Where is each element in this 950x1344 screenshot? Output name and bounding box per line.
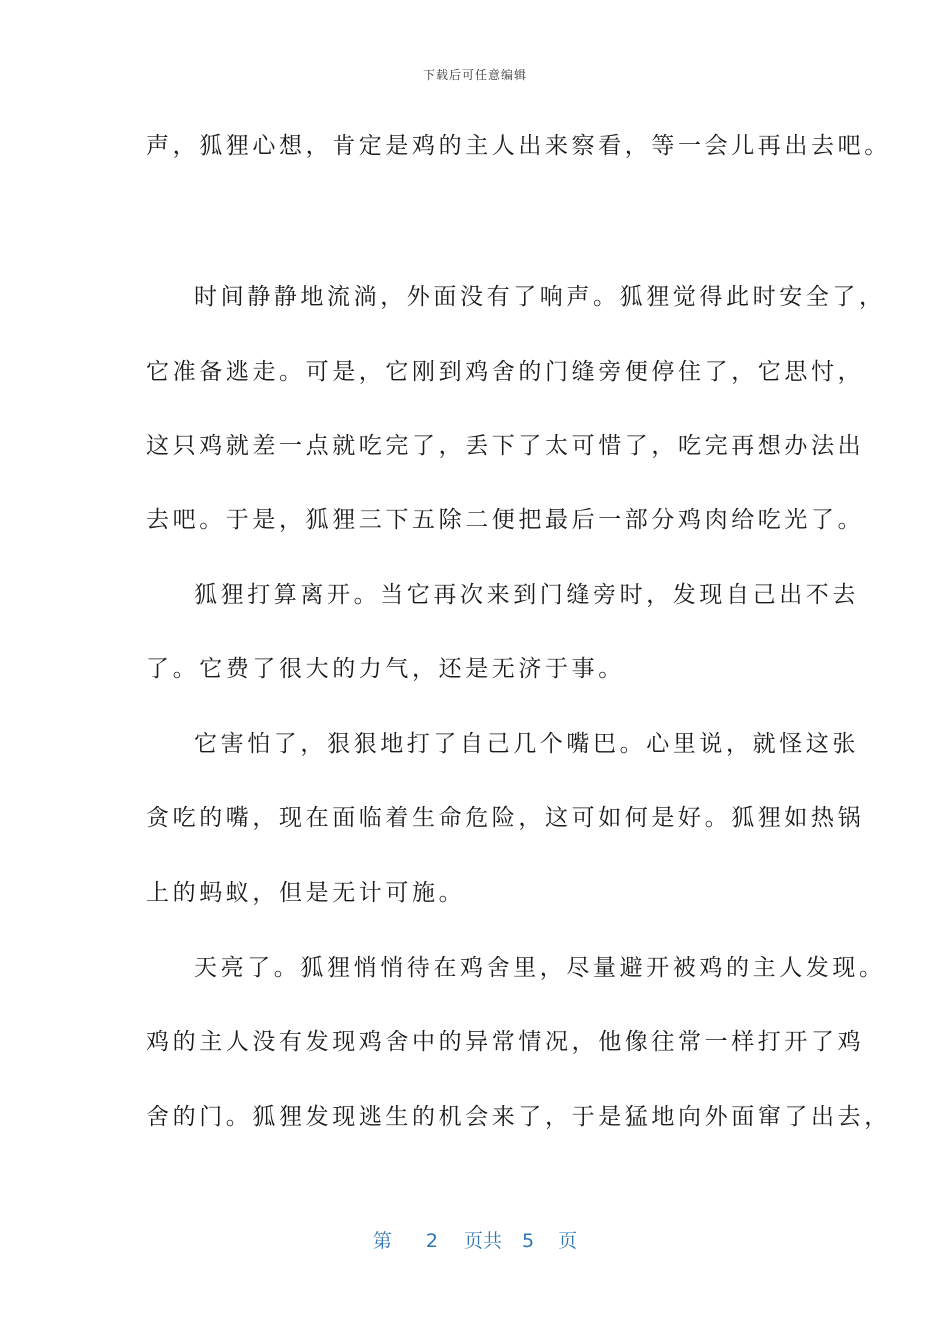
page-header-note: 下载后可任意编辑: [422, 68, 527, 82]
body-line: 了。它费了很大的力气，还是无济于事。: [146, 656, 625, 682]
body-line: 天亮了。狐狸悄悄待在鸡舍里，尽量避开被鸡的主人发现。: [194, 955, 886, 981]
body-line: 时间静静地流淌，外面没有了响声。狐狸觉得此时安全了，: [194, 284, 886, 310]
body-line: 贪吃的嘴，现在面临着生命危险，这可如何是好。狐狸如热锅: [146, 805, 865, 831]
footer-prefix: 第: [372, 1230, 392, 1252]
body-line: 狐狸打算离开。当它再次来到门缝旁时，发现自己出不去: [194, 582, 859, 608]
body-line: 去吧。于是，狐狸三下五除二便把最后一部分鸡肉给吃光了。: [146, 507, 865, 533]
body-line: 声，狐狸心想，肯定是鸡的主人出来察看，等一会儿再出去吧。: [146, 133, 891, 159]
body-line: 上的蚂蚁，但是无计可施。: [146, 880, 466, 906]
footer-middle: 页共: [463, 1230, 502, 1252]
body-line: 它准备逃走。可是，它刚到鸡舍的门缝旁便停住了，它思忖，: [146, 359, 865, 385]
body-line: 鸡的主人没有发现鸡舍中的异常情况，他像往常一样打开了鸡: [146, 1029, 865, 1055]
body-line: 舍的门。狐狸发现逃生的机会来了，于是猛地向外面窜了出去，: [146, 1104, 891, 1130]
page-footer: [0, 1226, 950, 1253]
body-line: 这只鸡就差一点就吃完了，丢下了太可惜了，吃完再想办法出: [146, 433, 865, 459]
footer-suffix: 页: [558, 1230, 578, 1252]
footer-total-pages: 5: [522, 1230, 535, 1252]
footer-current-page: 2: [425, 1230, 438, 1252]
body-line: 它害怕了，狠狠地打了自己几个嘴巴。心里说，就怪这张: [194, 731, 859, 757]
